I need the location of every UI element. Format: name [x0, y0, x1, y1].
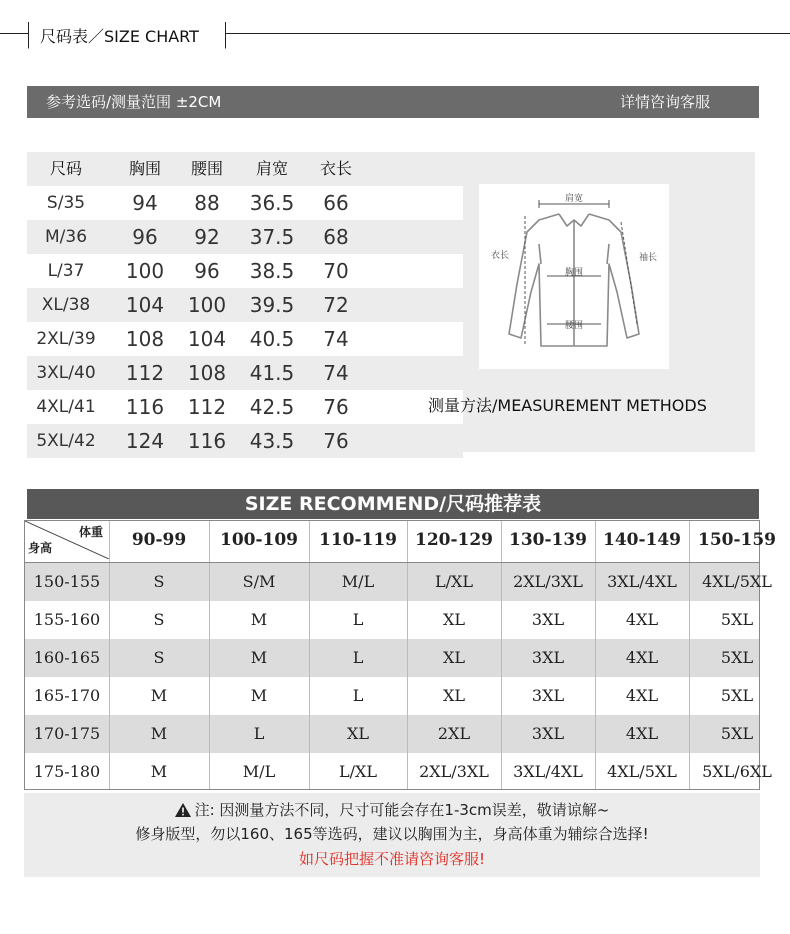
- recommended-size-cell: XL: [442, 610, 465, 629]
- size-cell-size: 2XL/39: [36, 329, 96, 349]
- recommended-size-cell: M: [250, 610, 268, 629]
- recommended-size-cell: M: [250, 686, 268, 705]
- size-cell-size: M/36: [44, 227, 88, 247]
- header-shoulder: 肩宽: [255, 159, 288, 178]
- recommended-size-cell: S: [153, 648, 165, 667]
- recommend-table: [24, 520, 777, 790]
- weight-header: 150-159: [697, 530, 777, 550]
- size-cell-waist: 100: [187, 293, 227, 317]
- recommended-size-cell: M: [150, 686, 168, 705]
- recommended-size-cell: 4XL/5XL: [702, 572, 772, 591]
- header-rule-right: [226, 33, 790, 34]
- recommended-size-cell: L: [352, 610, 364, 629]
- size-cell-length: 74: [323, 327, 349, 351]
- header-chest: 胸围: [128, 159, 161, 178]
- size-table-row: [27, 322, 463, 356]
- header-divider: [25, 562, 759, 563]
- recommended-size-cell: L: [352, 648, 364, 667]
- recommended-size-cell: M/L: [242, 762, 276, 781]
- size-cell-waist: 112: [187, 395, 227, 419]
- recommend-row: [25, 601, 759, 639]
- recommended-size-cell: 3XL: [531, 610, 565, 629]
- size-cell-shoulder: 39.5: [249, 293, 295, 317]
- weight-header: 120-129: [414, 530, 494, 550]
- size-table-row: [27, 424, 463, 458]
- size-cell-chest: 112: [125, 361, 165, 385]
- recommended-size-cell: 3XL/4XL: [607, 572, 677, 591]
- size-cell-length: 68: [323, 225, 349, 249]
- header-length: 衣长: [319, 159, 352, 178]
- recommended-size-cell: 3XL: [531, 648, 565, 667]
- size-table-row: [27, 288, 463, 322]
- weight-header: 90-99: [131, 530, 187, 550]
- recommend-row: [25, 715, 759, 753]
- note-line-2: 修身版型，勿以160、165等选码，建议以胸围为主，身高体重为辅综合选择!: [135, 825, 649, 843]
- size-cell-waist: 104: [187, 327, 227, 351]
- size-cell-shoulder: 43.5: [249, 429, 295, 453]
- diagram-label-waist: 腰围: [565, 321, 584, 331]
- size-table-row: [27, 220, 463, 254]
- recommended-size-cell: M: [150, 724, 168, 743]
- recommended-size-cell: 5XL: [720, 686, 754, 705]
- size-cell-size: 3XL/40: [36, 363, 96, 383]
- size-cell-shoulder: 37.5: [249, 225, 295, 249]
- weight-header: 100-109: [219, 530, 299, 550]
- header-rule-left: [0, 33, 28, 34]
- recommended-size-cell: 3XL: [531, 724, 565, 743]
- diagram-label-sleeve: 袖长: [639, 253, 658, 263]
- corner-weight-label: 体重: [78, 525, 103, 539]
- note-line-1-text: 注: 因测量方法不同，尺寸可能会存在1-3cm误差，敬请谅解~: [194, 801, 610, 819]
- recommended-size-cell: 4XL: [625, 724, 659, 743]
- recommended-size-cell: 4XL/5XL: [607, 762, 677, 781]
- recommended-size-cell: M: [150, 762, 168, 781]
- weight-header: 110-119: [318, 530, 398, 550]
- height-range-cell: 170-175: [33, 724, 101, 743]
- diagram-label-length: 衣长: [491, 251, 510, 261]
- size-cell-waist: 108: [187, 361, 227, 385]
- recommended-size-cell: 3XL: [531, 686, 565, 705]
- size-table-row: [27, 254, 463, 288]
- recommended-size-cell: 5XL: [720, 648, 754, 667]
- recommended-size-cell: L: [352, 686, 364, 705]
- size-cell-size: 4XL/41: [36, 397, 96, 417]
- note-line-3: 如尺码把握不准请咨询客服!: [298, 850, 485, 868]
- recommended-size-cell: 3XL/4XL: [513, 762, 583, 781]
- size-cell-length: 66: [323, 191, 349, 215]
- height-range-cell: 165-170: [33, 686, 101, 705]
- header-waist: 腰围: [190, 159, 223, 178]
- recommended-size-cell: XL: [442, 648, 465, 667]
- height-range-cell: 155-160: [33, 610, 101, 629]
- measurement-range-text: 参考选码/测量范围 ±2CM: [46, 93, 222, 111]
- weight-header: 140-149: [602, 530, 682, 550]
- diagram-label-shoulder: 肩宽: [565, 194, 584, 204]
- recommended-size-cell: 4XL: [625, 610, 659, 629]
- recommended-size-cell: L/XL: [434, 572, 474, 591]
- height-range-cell: 160-165: [33, 648, 101, 667]
- size-cell-waist: 96: [194, 259, 220, 283]
- recommended-size-cell: 5XL: [720, 610, 754, 629]
- recommended-size-cell: 5XL: [720, 724, 754, 743]
- page-title: 尺码表／SIZE CHART: [40, 27, 199, 46]
- measurement-methods-caption: 测量方法/MEASUREMENT METHODS: [428, 396, 707, 415]
- diagram-label-chest: 胸围: [565, 268, 584, 278]
- recommended-size-cell: L/XL: [338, 762, 378, 781]
- recommended-size-cell: S: [153, 572, 165, 591]
- size-cell-length: 72: [323, 293, 349, 317]
- size-cell-shoulder: 41.5: [249, 361, 295, 385]
- size-cell-chest: 116: [125, 395, 165, 419]
- recommended-size-cell: 5XL/6XL: [702, 762, 772, 781]
- recommended-size-cell: 2XL/3XL: [419, 762, 489, 781]
- size-cell-chest: 108: [125, 327, 165, 351]
- shirt-diagram: [479, 184, 669, 369]
- size-cell-length: 74: [323, 361, 349, 385]
- recommended-size-cell: 4XL: [625, 686, 659, 705]
- size-cell-length: 76: [323, 429, 349, 453]
- size-table-row: [27, 356, 463, 390]
- size-cell-chest: 100: [125, 259, 165, 283]
- recommended-size-cell: M: [250, 648, 268, 667]
- warning-triangle-icon: [175, 803, 191, 821]
- recommend-header-row: [25, 521, 777, 559]
- size-cell-size: 5XL/42: [36, 431, 96, 451]
- recommended-size-cell: S: [153, 610, 165, 629]
- recommend-title: SIZE RECOMMEND/尺码推荐表: [244, 493, 542, 515]
- size-cell-length: 76: [323, 395, 349, 419]
- recommended-size-cell: 2XL/3XL: [513, 572, 583, 591]
- size-cell-chest: 104: [125, 293, 165, 317]
- height-range-cell: 150-155: [33, 572, 101, 591]
- corner-height-label: 身高: [28, 541, 53, 555]
- size-cell-waist: 92: [194, 225, 220, 249]
- size-cell-chest: 94: [132, 191, 158, 215]
- recommended-size-cell: M/L: [341, 572, 375, 591]
- recommended-size-cell: XL: [442, 686, 465, 705]
- weight-header: 130-139: [508, 530, 588, 550]
- size-cell-shoulder: 38.5: [249, 259, 295, 283]
- recommended-size-cell: S/M: [242, 572, 276, 591]
- header-size: 尺码: [49, 159, 82, 178]
- recommended-size-cell: XL: [346, 724, 369, 743]
- size-table-row: [27, 186, 463, 220]
- size-cell-length: 70: [323, 259, 349, 283]
- size-cell-size: S/35: [46, 193, 86, 213]
- size-cell-shoulder: 42.5: [249, 395, 295, 419]
- size-cell-size: L/37: [47, 261, 85, 281]
- size-cell-chest: 96: [132, 225, 158, 249]
- contact-service-text: 详情咨询客服: [620, 93, 711, 111]
- recommend-row: [25, 677, 759, 715]
- recommend-row: [25, 639, 759, 677]
- size-cell-shoulder: 36.5: [249, 191, 295, 215]
- size-cell-shoulder: 40.5: [249, 327, 295, 351]
- corner-cell: [25, 521, 109, 559]
- height-range-cell: 175-180: [33, 762, 101, 781]
- size-cell-chest: 124: [125, 429, 165, 453]
- size-cell-waist: 88: [194, 191, 220, 215]
- size-cell-size: XL/38: [41, 295, 91, 315]
- size-table-row: [27, 390, 463, 424]
- size-cell-waist: 116: [187, 429, 227, 453]
- size-table-header: [27, 152, 463, 186]
- recommended-size-cell: 4XL: [625, 648, 659, 667]
- recommended-size-cell: 2XL: [437, 724, 471, 743]
- shirt-outline-icon: [479, 184, 669, 369]
- recommend-row: [25, 563, 772, 601]
- recommended-size-cell: L: [253, 724, 265, 743]
- recommend-row: [25, 753, 772, 791]
- note-line-1: [24, 799, 760, 821]
